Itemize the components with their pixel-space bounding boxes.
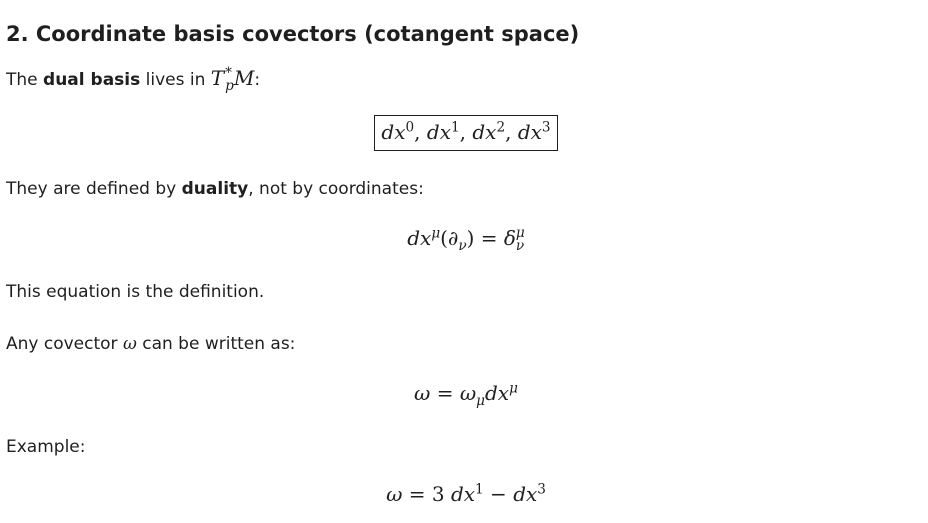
definition-paragraph: This equation is the definition. [6, 282, 265, 302]
duality-bold-term: duality [181, 179, 249, 199]
cotangent-space-symbol: T * p M [210, 65, 255, 94]
duality-equation: $dx^\mu(\partial_\nu) = \delta$ μ ν [407, 225, 525, 254]
basis-box: $dx^0$, $dx^1$, $dx^2$, $dx^3$ [374, 115, 557, 151]
section-heading: 2. Coordinate basis covectors (cotangent space) [6, 22, 580, 46]
expansion-equation: $\omega = \omega_\mu dx^\mu$ [414, 380, 518, 409]
example-label: Example: [6, 437, 86, 457]
covector-paragraph [6, 334, 295, 354]
covector-suffix: can be written as: [136, 334, 296, 354]
duality-prefix: They are defined by [6, 179, 182, 199]
intro-suffix: lives in [140, 70, 211, 90]
basis-equation [6, 115, 926, 151]
covector-prefix: Any covector [6, 334, 123, 354]
intro-colon: : [254, 70, 261, 90]
example-equation: ω = 3 $dx^1 - dx^3$ [386, 481, 546, 506]
intro-bold-term: dual basis [43, 70, 141, 90]
duality-suffix: , not by coordinates: [248, 179, 424, 199]
duality-paragraph [6, 179, 424, 199]
omega-symbol: ω [122, 334, 137, 354]
intro-paragraph [6, 66, 260, 92]
intro-prefix: The [6, 70, 44, 90]
